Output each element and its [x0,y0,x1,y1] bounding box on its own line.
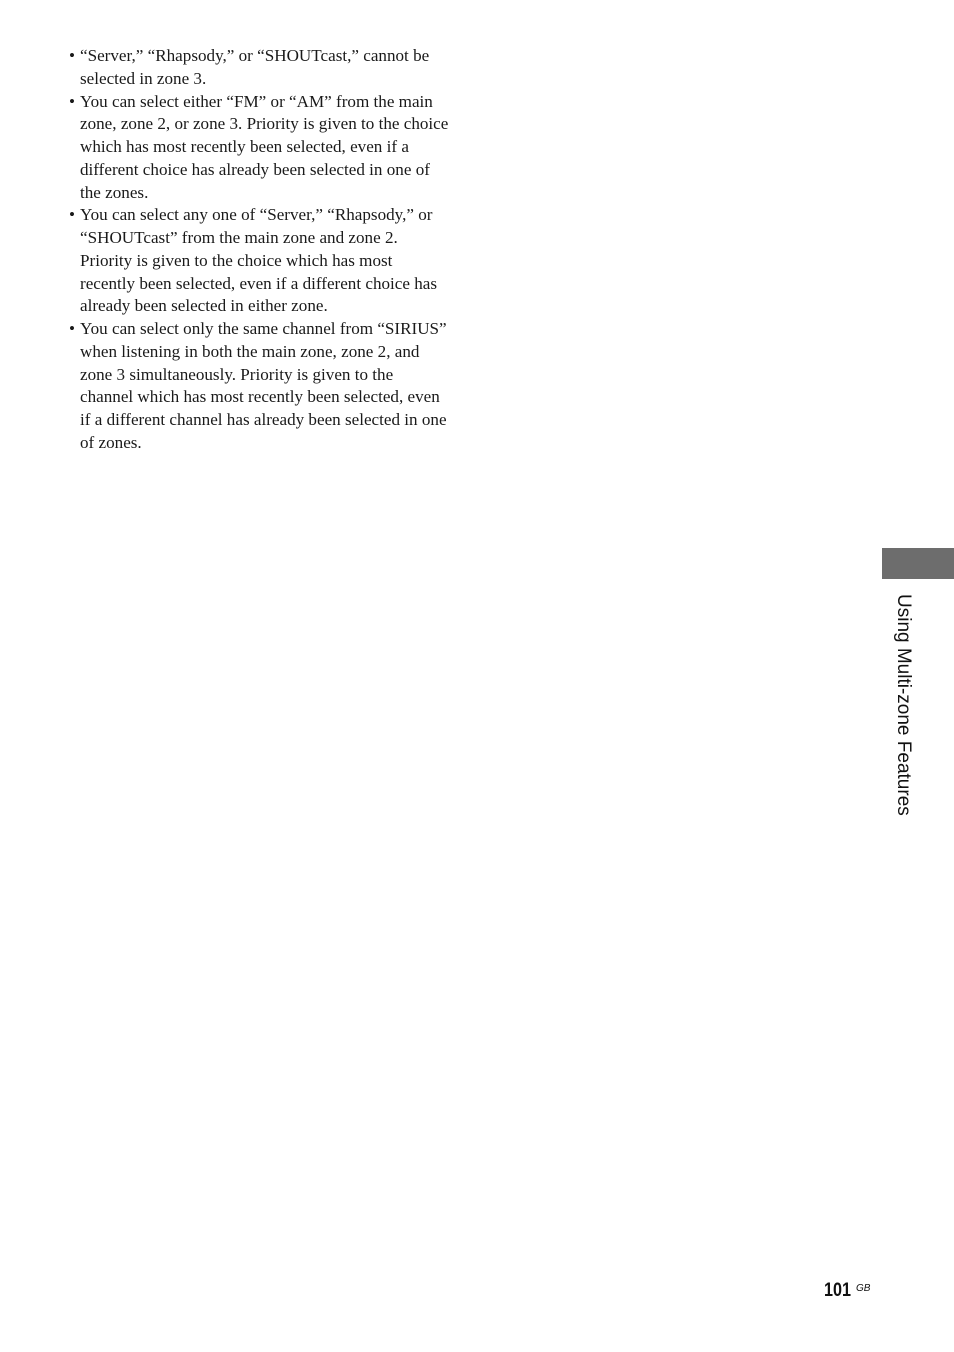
note-item [69,45,449,91]
note-text: You can select any one of “Server,” “Rhapsody,” or “SHOUTcast” from the main zone and zone 2. Priority is given to the choice which has most recently been selected, even if a different choice has already been selected in either zone. [80,205,438,316]
bullet-icon: • [69,319,75,338]
bullet-icon: • [69,46,75,65]
note-item [69,318,449,455]
note-text: “Server,” “Rhapsody,” or “SHOUTcast,” cannot be selected in zone 3. [80,46,430,88]
page-suffix: GB [856,1283,871,1294]
section-label: Using Multi-zone Features [893,594,914,816]
note-text: You can select only the same channel from “SIRIUS” when listening in both the main zone, zone 2, and zone 3 simultaneously. Priority is given to the channel which has most recently been selected, even if a different channel has already been selected in one of zones. [80,319,447,452]
bullet-icon: • [69,91,75,111]
bullet-icon: • [69,205,75,225]
section-tab [882,548,954,579]
note-text: You can select either “FM” or “AM” from the main zone, zone 2, or zone 3. Priority is given to the choice which has most recently been selected, even if a different choice has already been selected in one of the zones. [80,91,449,202]
note-item [69,204,449,318]
page-number: 101 [824,1280,851,1301]
notes-list [69,45,449,455]
note-item [69,91,449,205]
